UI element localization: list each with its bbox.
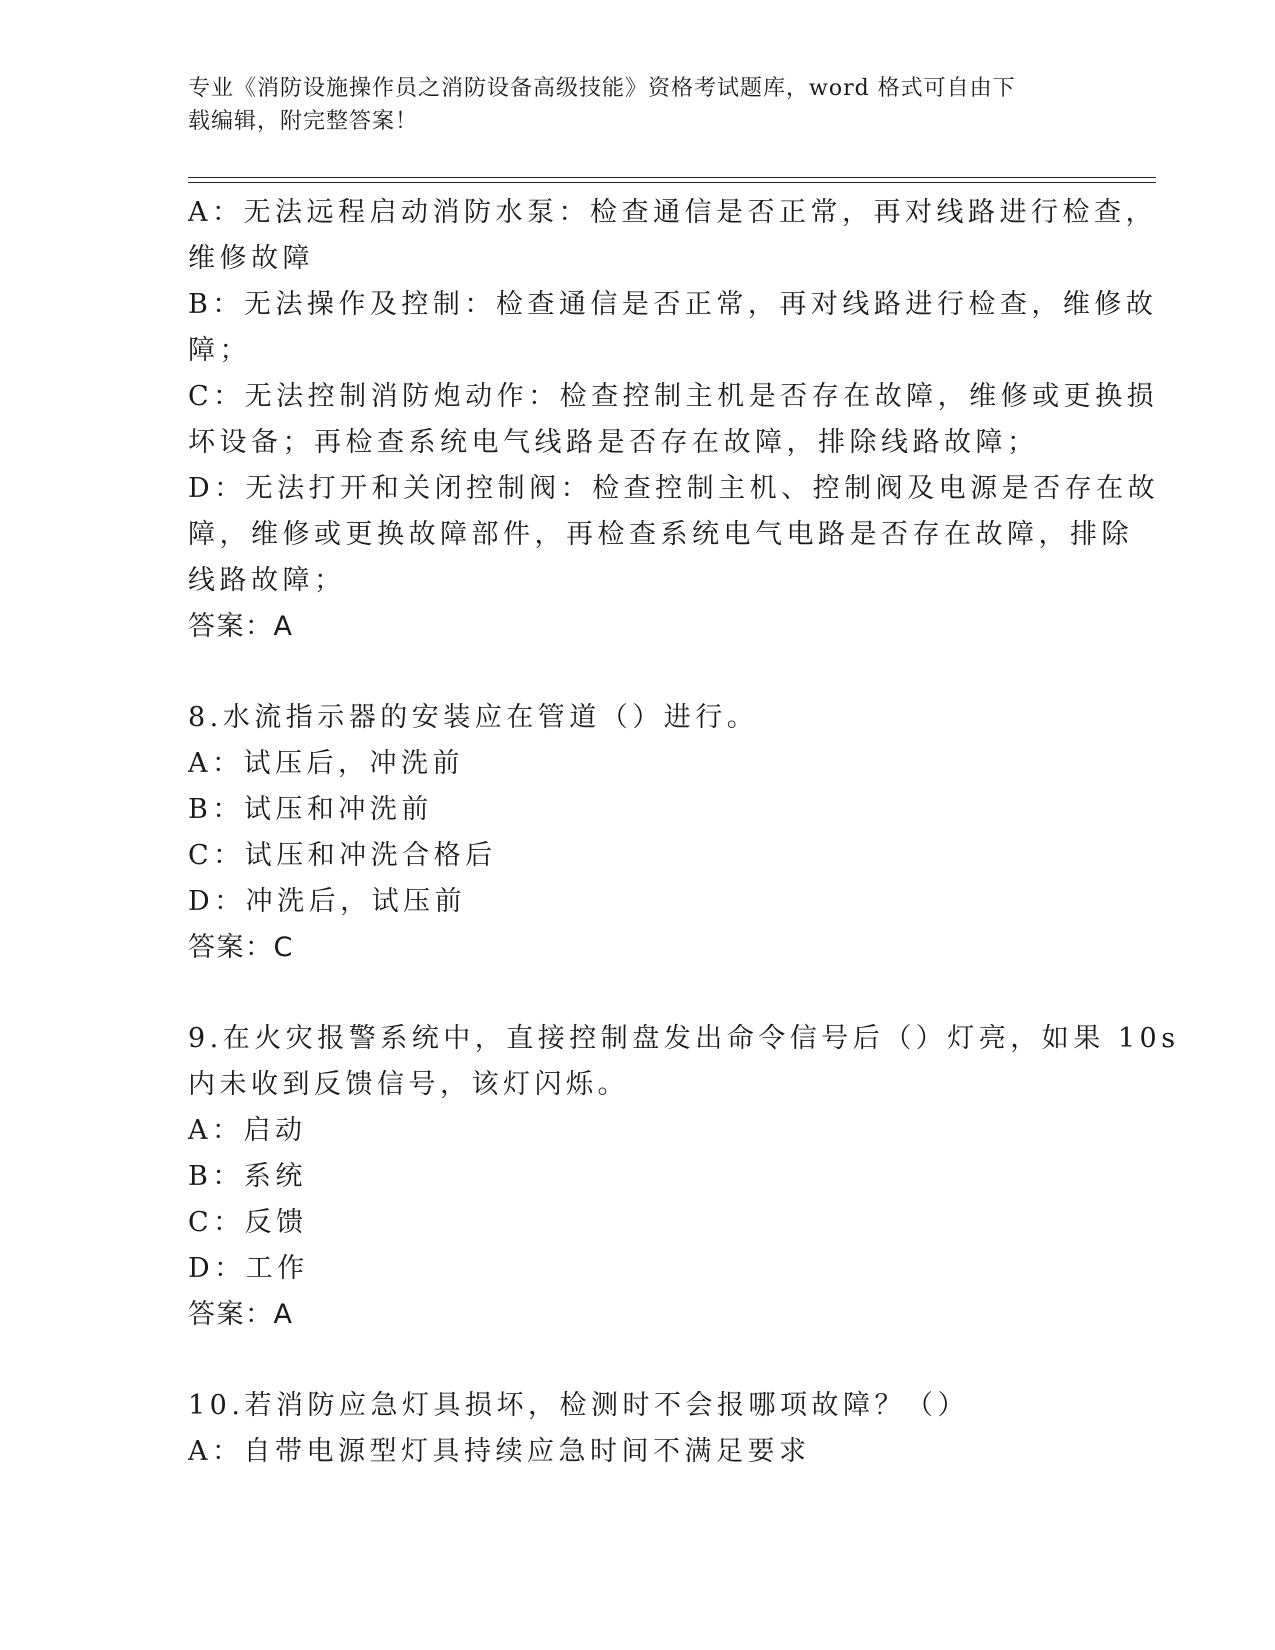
question-title: 10.若消防应急灯具损坏，检测时不会报哪项故障？（） [188, 1390, 969, 1421]
block-spacer [188, 1338, 1078, 1383]
option-line: 维修故障 [188, 243, 314, 274]
option-line: A：无法远程启动消防水泵：检查通信是否正常，再对线路进行检查， [188, 197, 1157, 228]
question-title: 8.水流指示器的安装应在管道（）进行。 [188, 702, 759, 733]
question-block [188, 695, 1078, 971]
question-block [188, 190, 1160, 650]
block-spacer [188, 971, 1078, 1016]
answer-line: 答案：A [188, 1299, 294, 1330]
option-line: 障，维修或更换故障部件，再检查系统电气电路是否存在故障，排除 [188, 519, 1133, 550]
option-line: C：试压和冲洗合格后 [188, 840, 497, 871]
option-line: A：自带电源型灯具持续应急时间不满足要求 [188, 1436, 811, 1467]
question-title: 内未收到反馈信号，该灯闪烁。 [188, 1069, 629, 1100]
option-line: 线路故障； [188, 565, 346, 596]
option-line: C：无法控制消防炮动作：检查控制主机是否存在故障，维修或更换损 [188, 381, 1159, 412]
header-line: 专业《消防设施操作员之消防设备高级技能》资格考试题库，word 格式可自由下 [188, 76, 1016, 101]
document-header [188, 72, 1068, 138]
header-divider [188, 182, 1156, 183]
option-line: D：工作 [188, 1253, 309, 1284]
header-divider [188, 177, 1156, 178]
option-line: A：试压后，冲洗前 [188, 748, 464, 779]
answer-line: 答案：A [188, 611, 294, 642]
option-line: A：启动 [188, 1115, 307, 1146]
option-line: B：试压和冲洗前 [188, 794, 433, 825]
option-line: C：反馈 [188, 1207, 308, 1238]
question-block [188, 1383, 1078, 1475]
answer-line: 答案：C [188, 932, 294, 963]
option-line: D：冲洗后，试压前 [188, 886, 467, 917]
option-line: B：系统 [188, 1161, 307, 1192]
option-line: B：无法操作及控制：检查通信是否正常，再对线路进行检查，维修故 [188, 289, 1158, 320]
question-title: 9.在火灾报警系统中，直接控制盘发出命令信号后（）灯亮，如果 10s [188, 1023, 1180, 1054]
block-spacer [188, 650, 1078, 695]
question-block [188, 1016, 1180, 1338]
option-line: 障； [188, 335, 251, 366]
question-content [188, 190, 1180, 1475]
option-line: D：无法打开和关闭控制阀：检查控制主机、控制阀及电源是否存在故 [188, 473, 1160, 504]
header-line: 载编辑，附完整答案！ [188, 109, 419, 134]
option-line: 坏设备；再检查系统电气线路是否存在故障，排除线路故障； [188, 427, 1039, 458]
